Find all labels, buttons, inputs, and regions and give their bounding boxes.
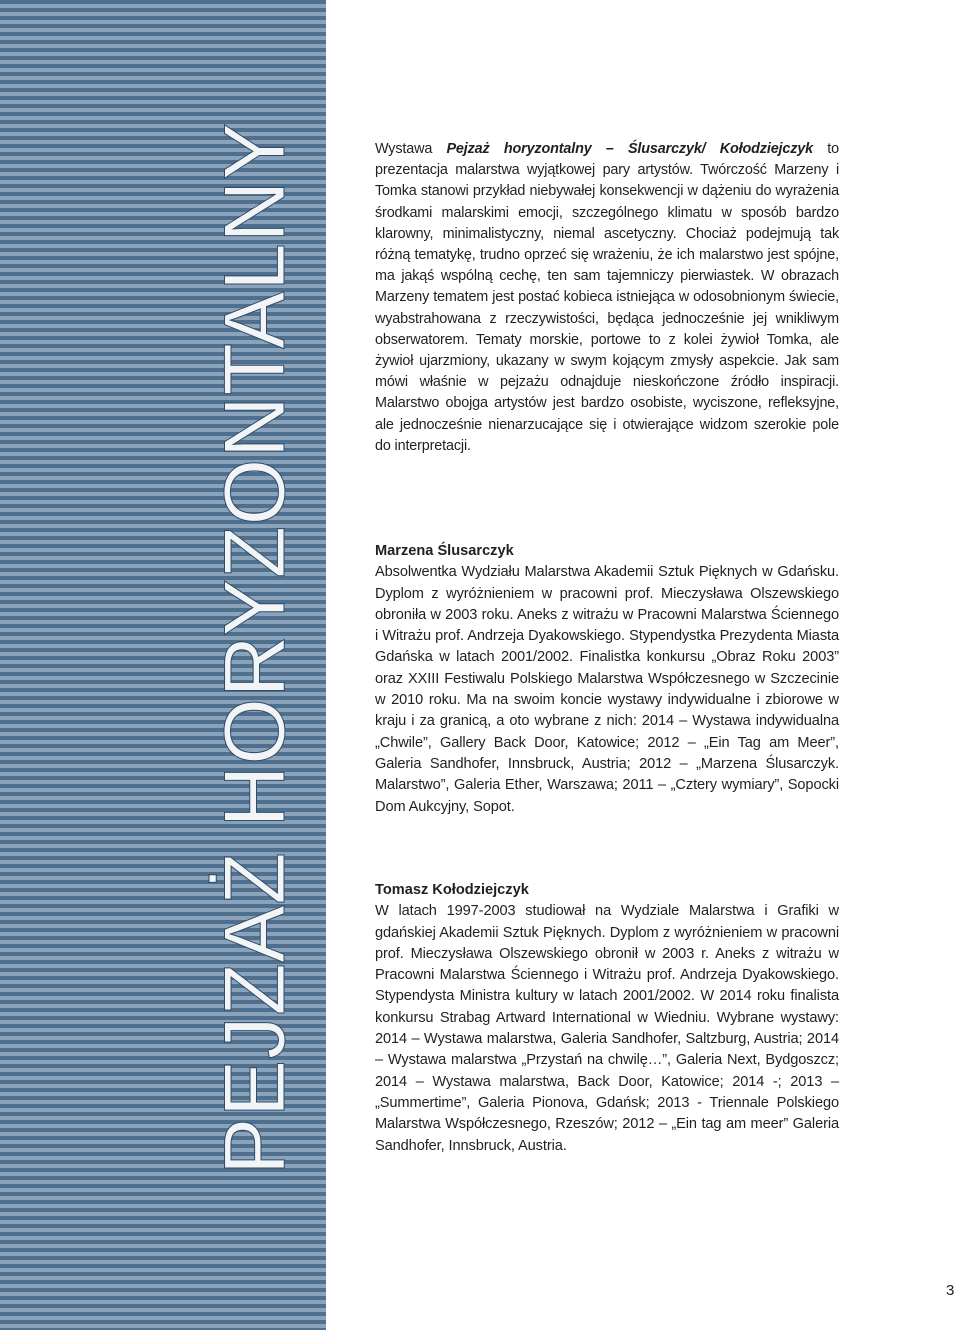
intro-section bbox=[375, 139, 839, 457]
exhibition-title-italic: Pejzaż horyzontalny – Ślusarczyk/ Kołodziejczyk bbox=[446, 141, 814, 157]
intro-text: to prezentacja malarstwa wyjątkowej pary artystów. Twórczość Marzeny i Tomka stanowi przykład niebywałej konsekwencji w dążeniu do wyrażenia środkami malarskimi emocji, szczególnego klimatu w sposób bardzo klarowny, minimalistyczny, niemal ascetyczny. Chociaż podejmują tak różną tematykę, trudno oprzeć się wrażeniu, że ich malarstwo jest spójne, ma jakąś wspólną cechę, ten sam tajemniczy pierwiastek. W obrazach Marzeny tematem jest postać kobieca istniejąca w odosobnionym świecie, wyabstrahowana z rzeczywistości, będąca jednocześnie jej wnikliwym obserwatorem. Tematy morskie, portowe to z kolei żywioł Tomka, ale żywioł ujarzmiony, ukazany w swym kojącym zmysły aspekcie. Jak sam mówi właśnie w pejzażu odnajduje nieskończone źródło inspiracji. Malarstwo obojga artystów jest bardzo osobiste, wyciszone, refleksyjne, ale jednocześnie nienarzucające się i otwierające widzom szerokie pole do interpretacji. bbox=[375, 141, 839, 454]
page-number: 3 bbox=[946, 1282, 955, 1299]
artist-bio-marzena bbox=[375, 541, 839, 818]
intro-lead: Wystawa bbox=[375, 141, 447, 157]
artist-name: Marzena Ślusarczyk bbox=[375, 543, 514, 559]
striped-side-band bbox=[0, 0, 326, 1330]
vertical-exhibition-title: PEJZAŻ HORYZONTALNY bbox=[207, 122, 303, 1175]
intro-paragraph bbox=[375, 139, 839, 457]
artist-bio-tomasz bbox=[375, 880, 839, 1157]
artist-bio-text: Absolwentka Wydziału Malarstwa Akademii Sztuk Pięknych w Gdańsku. Dyplom z wyróżnieniem w pracowni prof. Mieczysława Olszewskiego obroniła w 2003 roku. Aneks z witrażu w Pracowni Malarstwa Ściennego i Witrażu prof. Andrzeja Dyakowskiego. Stypendystka Prezydenta Miasta Gdańska w latach 2001/2002. Finalistka konkursu „Obraz Roku 2003” oraz XXIII Festiwalu Polskiego Malarstwa Współczesnego w Szczecinie w 2010 roku. Ma na swoim koncie wystawy indywidualne i zbiorowe w kraju i za granicą, a oto wybrane z nich: 2014 – Wystawa indywidualna „Chwile”, Gallery Back Door, Katowice; 2012 – „Ein Tag am Meer”, Galeria Sandhofer, Innsbruck, Austria; 2012 – „Marzena Ślusarczyk. Malarstwo”, Galeria Ether, Warszawa; 2011 – „Cztery wymiary”, Sopocki Dom Aukcyjny, Sopot. bbox=[375, 564, 839, 815]
artist-bio-text: W latach 1997-2003 studiował na Wydziale Malarstwa i Grafiki w gdańskiej Akademii Sztuk Pięknych. Dyplom z wyróżnieniem w pracowni prof. Mieczysława Olszewskiego obronił w 2003 r. Aneks z witrażu w Pracowni Malarstwa Ściennego i Witrażu prof. Andrzeja Dyakowskiego. Stypendysta Ministra kultury w latach 2001/2002. W 2014 roku finalista konkursu Strabag Artward International w Wiedniu. Wybrane wystawy: 2014 – Wystawa malarstwa, Galeria Sandhofer, Saltzburg, Austria; 2014 – Wystawa malarstwa „Przystań na chwilę…”, Galeria Next, Bydgoszcz; 2014 – Wystawa malarstwa, Back Door, Katowice; 2014 -; 2013 – „Summertime”, Galeria Pionova, Gdańsk; 2013 - Triennale Polskiego Malarstwa Współczesnego, Rzeszów; 2012 – „Ein tag am meer” Galeria Sandhofer, Innsbruck, Austria. bbox=[375, 903, 839, 1154]
artist-name: Tomasz Kołodziejczyk bbox=[375, 882, 529, 898]
